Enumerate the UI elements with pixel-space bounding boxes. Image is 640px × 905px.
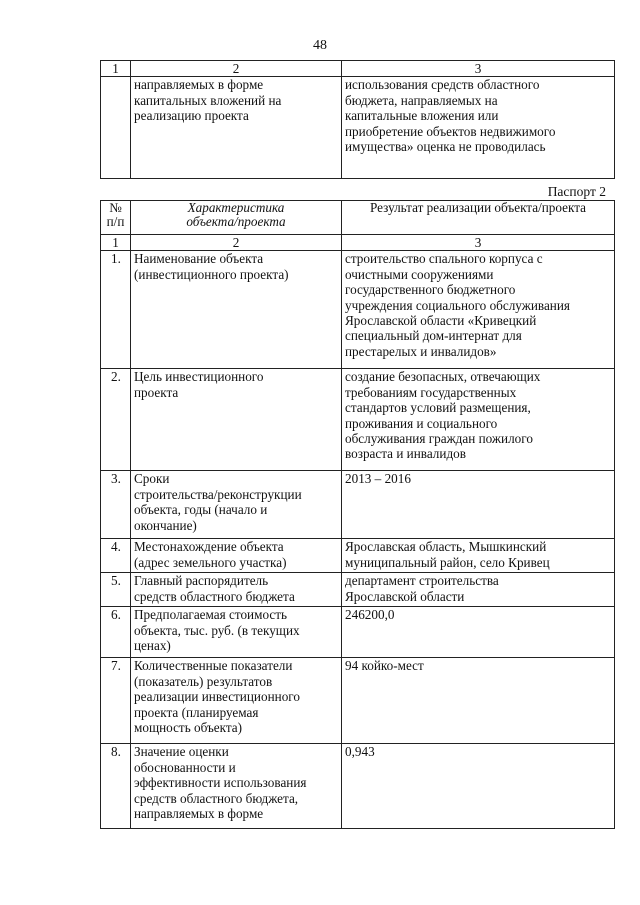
result-cell: 94 койко-мест — [342, 658, 615, 744]
characteristic-cell: Количественные показатели (показатель) результатов реализации инвестиционного проекта (планируемая мощность объекта) — [131, 658, 342, 744]
table-row — [101, 471, 615, 539]
column-number-row — [101, 61, 615, 77]
table-row — [101, 744, 615, 829]
result-cell: 246200,0 — [342, 607, 615, 658]
column-number-row — [101, 235, 615, 251]
column-number-2: 2 — [131, 61, 342, 77]
row-number: 7. — [101, 658, 131, 744]
page-number: 48 — [313, 38, 327, 53]
row-number: 3. — [101, 471, 131, 539]
characteristic-cell: Предполагаемая стоимость объекта, тыс. руб. (в текущих ценах) — [131, 607, 342, 658]
characteristic-cell: Цель инвестиционного проекта — [131, 369, 342, 471]
table-row — [101, 251, 615, 369]
row-number — [101, 77, 131, 179]
characteristic-cell: Сроки строительства/реконструкции объекта, годы (начало и окончание) — [131, 471, 342, 539]
result-cell: использования средств областного бюджета, направляемых на капитальные вложения или приобретение объектов недвижимого имущества» оценка не проводилась — [342, 77, 615, 179]
result-cell: 0,943 — [342, 744, 615, 829]
characteristic-cell: Наименование объекта (инвестиционного проекта) — [131, 251, 342, 369]
result-cell: департамент строительства Ярославской области — [342, 573, 615, 607]
characteristic-cell: Местонахождение объекта (адрес земельного участка) — [131, 539, 342, 573]
characteristic-cell: направляемых в форме капитальных вложений на реализацию проекта — [131, 77, 342, 179]
column-number-1: 1 — [101, 235, 131, 251]
column-number-2: 2 — [131, 235, 342, 251]
header-result: Результат реализации объекта/проекта — [342, 201, 615, 235]
row-number: 5. — [101, 573, 131, 607]
result-cell: 2013 – 2016 — [342, 471, 615, 539]
row-number: 2. — [101, 369, 131, 471]
table-row — [101, 539, 615, 573]
characteristic-cell: Значение оценки обоснованности и эффективности использования средств областного бюджета, направляемых в форме — [131, 744, 342, 829]
table-row — [101, 607, 615, 658]
passport-table — [100, 200, 615, 829]
result-cell: строительство спального корпуса с очистными сооружениями государственного бюджетного учреждения социального обслуживания Ярославской области «Кривецкий специальный дом-интернат для престарелых и инвалидов» — [342, 251, 615, 369]
header-num: № п/п — [101, 201, 131, 235]
continuation-table — [100, 60, 615, 179]
passport-title: Паспорт 2 — [547, 184, 606, 199]
table-row — [101, 369, 615, 471]
table-row — [101, 77, 615, 179]
table-row — [101, 573, 615, 607]
row-number: 4. — [101, 539, 131, 573]
header-row — [101, 201, 615, 235]
result-cell: создание безопасных, отвечающих требованиям государственных стандартов условий размещения, проживания и социального обслуживания граждан пожилого возраста и инвалидов — [342, 369, 615, 471]
characteristic-cell: Главный распорядитель средств областного бюджета — [131, 573, 342, 607]
row-number: 6. — [101, 607, 131, 658]
row-number: 8. — [101, 744, 131, 829]
row-number: 1. — [101, 251, 131, 369]
header-characteristic: Характеристика объекта/проекта — [131, 201, 342, 235]
table-row — [101, 658, 615, 744]
column-number-3: 3 — [342, 61, 615, 77]
result-cell: Ярославская область, Мышкинский муниципальный район, село Кривец — [342, 539, 615, 573]
column-number-1: 1 — [101, 61, 131, 77]
column-number-3: 3 — [342, 235, 615, 251]
